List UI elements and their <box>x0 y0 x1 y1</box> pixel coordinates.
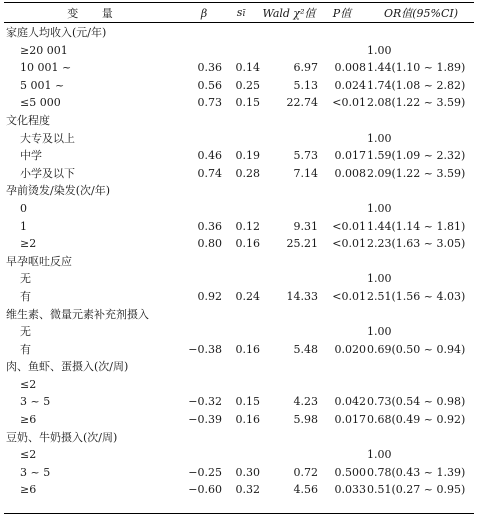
cell-se <box>222 376 260 394</box>
row-label: ≥6 <box>20 483 37 497</box>
row-label: 小学及以下 <box>20 166 75 180</box>
table-row <box>4 446 475 464</box>
row-label: 大专及以上 <box>20 131 75 145</box>
table-row <box>4 341 475 359</box>
cell-wald <box>260 130 318 148</box>
table-row <box>4 200 475 218</box>
cell-or <box>366 253 475 271</box>
cell-or: 2.08(1.22 ~ 3.59) <box>367 96 466 110</box>
cell-or <box>366 24 475 42</box>
table-bottom-rule <box>4 513 474 514</box>
row-label: ≥20 001 <box>20 43 68 57</box>
cell-or <box>366 182 475 200</box>
cell-or <box>366 376 475 394</box>
table-row <box>4 94 475 112</box>
cell-wald <box>260 376 318 394</box>
cell-beta <box>186 429 222 447</box>
category-row <box>4 358 475 376</box>
cell-se <box>222 200 260 218</box>
cell-se <box>222 446 260 464</box>
cell-p <box>318 376 366 394</box>
cell-wald: 4.56 <box>293 483 318 497</box>
row-label: 中学 <box>20 149 42 163</box>
table-row <box>4 288 475 306</box>
cell-wald <box>260 112 318 130</box>
cell-p <box>318 429 366 447</box>
cell-wald: 5.98 <box>293 413 318 427</box>
category-row <box>4 112 475 130</box>
cell-beta <box>186 446 222 464</box>
cell-beta <box>186 130 222 148</box>
cell-beta: 0.46 <box>197 149 222 163</box>
cell-p: 0.008 <box>334 166 366 180</box>
row-label: ≤2 <box>20 377 37 391</box>
row-label: 肉、鱼虾、蛋摄入(次/周) <box>6 360 129 374</box>
cell-se <box>222 42 260 60</box>
row-label: ≤5 000 <box>20 96 61 110</box>
cell-or <box>366 429 475 447</box>
cell-wald <box>260 200 318 218</box>
cell-se <box>222 130 260 148</box>
cell-wald: 4.23 <box>293 395 318 409</box>
cell-or <box>366 112 475 130</box>
cell-wald <box>260 323 318 341</box>
cell-se: 0.32 <box>235 483 260 497</box>
row-label: 无 <box>20 272 31 286</box>
cell-se: 0.12 <box>235 219 260 233</box>
cell-or: 0.51(0.27 ~ 0.95) <box>367 483 466 497</box>
cell-wald <box>260 270 318 288</box>
cell-wald: 25.21 <box>286 237 318 251</box>
cell-se: 0.16 <box>235 342 260 356</box>
regression-table <box>4 3 475 499</box>
cell-or: 1.74(1.08 ~ 2.82) <box>367 78 466 92</box>
cell-se: 0.16 <box>235 413 260 427</box>
cell-p: 0.020 <box>334 342 366 356</box>
table-row <box>4 270 475 288</box>
cell-p: 0.042 <box>334 395 366 409</box>
cell-beta <box>186 42 222 60</box>
header-se <box>222 3 260 24</box>
cell-p <box>318 200 366 218</box>
cell-wald: 0.72 <box>293 465 318 479</box>
header-wald: Wald χ²值 <box>262 7 316 20</box>
cell-or: 1.00 <box>367 131 392 145</box>
cell-beta <box>186 323 222 341</box>
table-row <box>4 42 475 60</box>
cell-se: 0.15 <box>235 96 260 110</box>
cell-p <box>318 112 366 130</box>
cell-se: 0.15 <box>235 395 260 409</box>
row-label: 无 <box>20 325 31 339</box>
cell-p <box>318 270 366 288</box>
table-row <box>4 59 475 77</box>
cell-p <box>318 130 366 148</box>
cell-se <box>222 270 260 288</box>
cell-wald: 9.31 <box>293 219 318 233</box>
cell-beta: 0.80 <box>197 237 222 251</box>
cell-p: 0.500 <box>334 465 366 479</box>
cell-or: 1.44(1.14 ~ 1.81) <box>367 219 466 233</box>
table-row <box>4 393 475 411</box>
row-label: 1 <box>20 219 27 233</box>
cell-or <box>366 358 475 376</box>
cell-wald: 5.73 <box>293 149 318 163</box>
table-header-row <box>4 3 475 24</box>
row-label: 文化程度 <box>6 113 50 127</box>
row-label: ≤2 <box>20 448 37 462</box>
header-beta: β <box>200 7 208 20</box>
cell-or: 1.00 <box>367 272 392 286</box>
cell-beta: 0.92 <box>197 289 222 303</box>
cell-p <box>318 306 366 324</box>
category-row <box>4 182 475 200</box>
category-row <box>4 253 475 271</box>
cell-p: <0.01 <box>332 237 366 251</box>
cell-wald <box>260 253 318 271</box>
cell-p: 0.017 <box>334 149 366 163</box>
cell-beta: −0.32 <box>188 395 222 409</box>
row-label: 维生素、微量元素补充剂摄入 <box>6 307 149 321</box>
cell-beta <box>186 270 222 288</box>
cell-or: 0.78(0.43 ~ 1.39) <box>367 465 466 479</box>
table-row <box>4 130 475 148</box>
category-row <box>4 306 475 324</box>
cell-wald: 5.48 <box>293 342 318 356</box>
row-label: 有 <box>20 289 31 303</box>
cell-wald: 22.74 <box>286 96 318 110</box>
header-se-subscript: ī <box>242 9 246 19</box>
cell-beta: 0.74 <box>197 166 222 180</box>
cell-beta: 0.36 <box>197 219 222 233</box>
cell-p <box>318 358 366 376</box>
cell-se: 0.30 <box>235 465 260 479</box>
cell-beta <box>186 24 222 42</box>
table-row <box>4 323 475 341</box>
table-body <box>4 24 475 499</box>
cell-se <box>222 306 260 324</box>
table-row <box>4 218 475 236</box>
row-label: 早孕呕吐反应 <box>6 254 72 268</box>
cell-or: 2.23(1.63 ~ 3.05) <box>367 237 466 251</box>
cell-or: 2.51(1.56 ~ 4.03) <box>367 289 466 303</box>
row-label: 有 <box>20 342 31 356</box>
cell-se <box>222 323 260 341</box>
row-label: 0 <box>20 201 27 215</box>
cell-se: 0.24 <box>235 289 260 303</box>
cell-or: 0.73(0.54 ~ 0.98) <box>367 395 466 409</box>
cell-se: 0.19 <box>235 149 260 163</box>
cell-p: 0.017 <box>334 413 366 427</box>
table-row <box>4 147 475 165</box>
table-row <box>4 165 475 183</box>
table-row <box>4 464 475 482</box>
cell-or <box>366 306 475 324</box>
cell-se <box>222 182 260 200</box>
cell-p <box>318 446 366 464</box>
cell-beta: −0.39 <box>188 413 222 427</box>
cell-beta <box>186 112 222 130</box>
cell-wald <box>260 446 318 464</box>
cell-p <box>318 182 366 200</box>
table-row <box>4 481 475 499</box>
cell-p: <0.01 <box>332 96 366 110</box>
cell-p: <0.01 <box>332 219 366 233</box>
cell-beta: −0.25 <box>188 465 222 479</box>
cell-se <box>222 429 260 447</box>
cell-beta <box>186 376 222 394</box>
cell-or: 1.00 <box>367 201 392 215</box>
cell-beta <box>186 358 222 376</box>
cell-p <box>318 323 366 341</box>
cell-wald <box>260 42 318 60</box>
row-label: 3 ~ 5 <box>20 395 51 409</box>
header-or: OR值(95%CI) <box>383 7 459 20</box>
cell-or: 1.59(1.09 ~ 2.32) <box>367 149 466 163</box>
row-label: ≥2 <box>20 237 37 251</box>
table-row <box>4 235 475 253</box>
cell-beta <box>186 306 222 324</box>
row-label: 孕前烫发/染发(次/年) <box>6 184 110 198</box>
cell-wald <box>260 24 318 42</box>
cell-se: 0.16 <box>235 237 260 251</box>
cell-se <box>222 24 260 42</box>
cell-beta: 0.36 <box>197 61 222 75</box>
cell-beta <box>186 253 222 271</box>
category-row <box>4 429 475 447</box>
cell-wald: 5.13 <box>293 78 318 92</box>
table-row <box>4 77 475 95</box>
cell-wald <box>260 182 318 200</box>
cell-se <box>222 253 260 271</box>
row-label: ≥6 <box>20 413 37 427</box>
cell-beta <box>186 182 222 200</box>
row-label: 豆奶、牛奶摄入(次/周) <box>6 430 118 444</box>
cell-p: 0.033 <box>334 483 366 497</box>
cell-or: 1.00 <box>367 448 392 462</box>
cell-beta: −0.60 <box>188 483 222 497</box>
cell-beta: 0.73 <box>197 96 222 110</box>
cell-or: 0.69(0.50 ~ 0.94) <box>367 342 466 356</box>
cell-se: 0.25 <box>235 78 260 92</box>
cell-se: 0.28 <box>235 166 260 180</box>
cell-p <box>318 253 366 271</box>
cell-wald: 6.97 <box>293 61 318 75</box>
cell-beta: 0.56 <box>197 78 222 92</box>
cell-wald <box>260 358 318 376</box>
cell-or: 0.68(0.49 ~ 0.92) <box>367 413 466 427</box>
cell-beta: −0.38 <box>188 342 222 356</box>
cell-or: 1.00 <box>367 325 392 339</box>
cell-p: <0.01 <box>332 289 366 303</box>
row-label: 家庭人均收入(元/年) <box>6 26 107 39</box>
cell-wald <box>260 306 318 324</box>
row-label: 5 001 ~ <box>20 78 65 92</box>
table-row <box>4 376 475 394</box>
cell-p <box>318 42 366 60</box>
row-label: 10 001 ~ <box>20 61 72 75</box>
header-p: P值 <box>332 7 352 20</box>
cell-beta <box>186 200 222 218</box>
cell-wald <box>260 429 318 447</box>
cell-or: 1.00 <box>367 43 392 57</box>
header-variable: 变 量 <box>67 7 123 20</box>
table-row <box>4 411 475 429</box>
cell-or: 1.44(1.10 ~ 1.89) <box>367 61 466 75</box>
cell-wald: 14.33 <box>286 289 318 303</box>
cell-se <box>222 358 260 376</box>
header-se-symbol: s <box>236 6 243 19</box>
category-row <box>4 24 475 42</box>
cell-p: 0.008 <box>334 61 366 75</box>
row-label: 3 ~ 5 <box>20 465 51 479</box>
cell-or: 2.09(1.22 ~ 3.59) <box>367 166 466 180</box>
cell-se <box>222 112 260 130</box>
cell-p: 0.024 <box>334 78 366 92</box>
cell-wald: 7.14 <box>293 166 318 180</box>
cell-se: 0.14 <box>235 61 260 75</box>
cell-p <box>318 24 366 42</box>
